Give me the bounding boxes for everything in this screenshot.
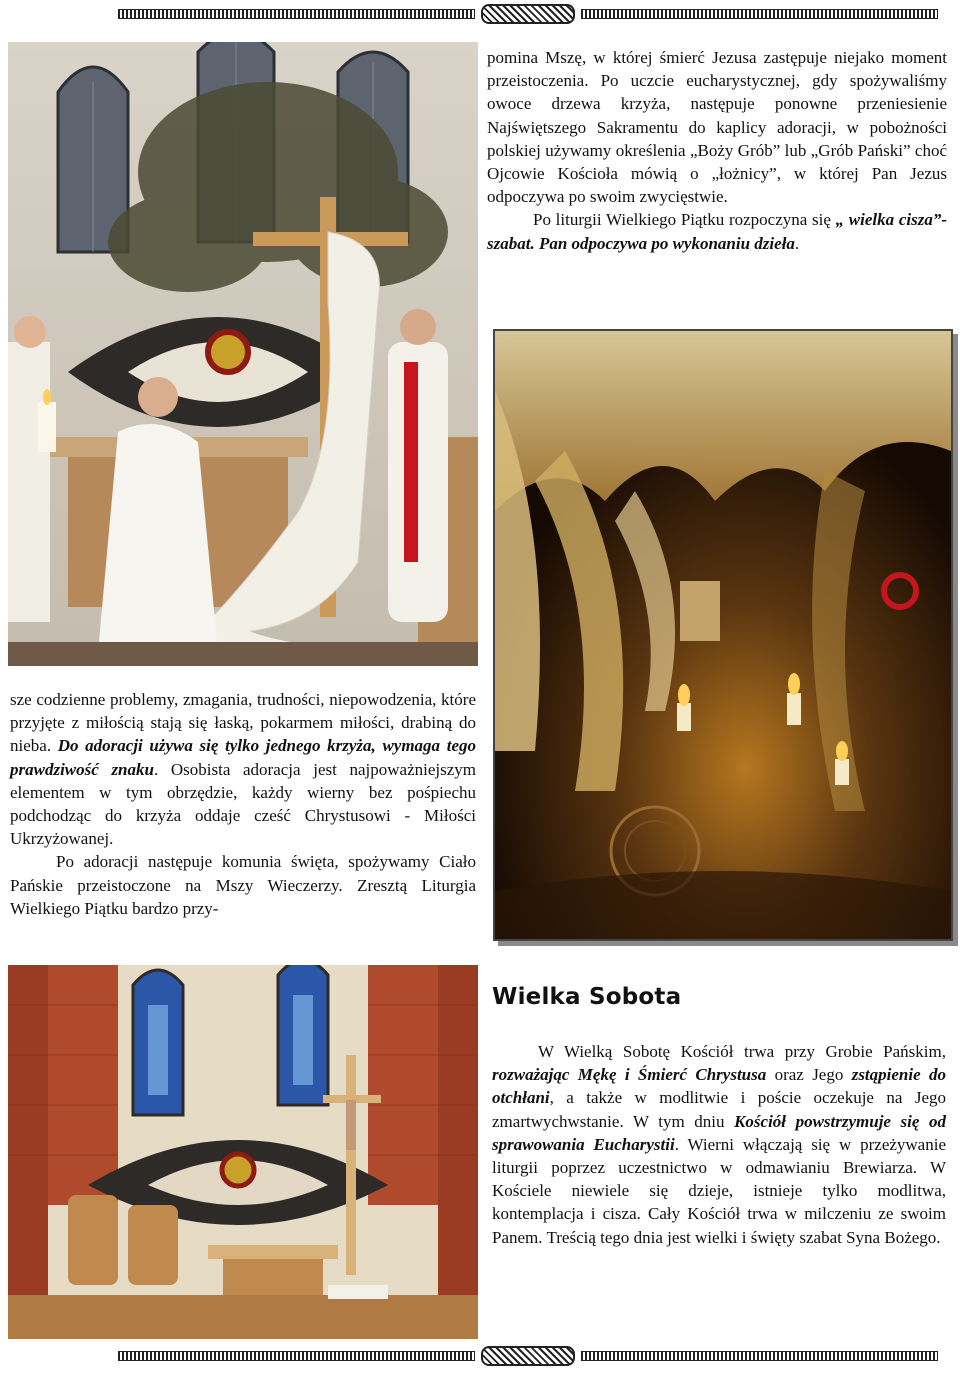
paragraph-adoration [10, 688, 476, 850]
bottom-ornament-border [118, 1348, 938, 1364]
great-silence-end: . [794, 233, 800, 253]
text-block-holy-saturday [492, 1040, 946, 1249]
text-block-middle-left [10, 688, 476, 920]
paragraph-communion: Po adoracji następuje komunia święta, spożywamy Ciało Pańskie przeistoczone na Mszy Wieczerzy. Zresztą Liturgia Wielkiego Piątku bardzo przy- [10, 852, 476, 918]
saturday-emphasis-1: rozważając Mękę i Śmierć Chrystusa [492, 1065, 767, 1085]
saturday-text-4: . Wierni włączają się w przeżywanie liturgii poprzez uczestnictwo w odmawianiu Brewiarza. W Kościele niewiele się dzieje, istnieje tylko modlitwa, kontemplacja i cisza. Cały Kościół trwa w milczeniu ze swoim Panem. Treścią tego dnia jest wielki i święty szabat Syna Bożego. [492, 1134, 946, 1247]
paragraph-holy-saturday [492, 1040, 946, 1249]
saturday-text-3: , a także w modlitwie i poście oczekuje na Jego zmartwychwstanie. W tym dniu [492, 1088, 946, 1131]
saturday-text-1: W Wielką Sobotę Kościół trwa przy Grobie Pańskim, [538, 1042, 946, 1061]
adoration-emphasis: Do adoracji używa się tylko jednego krzyża, wymaga tego prawdziwość znaku [10, 736, 476, 779]
adoration-rest: . Osobista adoracja jest najpoważniejszym elementem w tym obrzędzie, każdy wierny bez pośpiechu podchodząc do krzyża oddaje cześć Chrystusowi - Miłości Ukrzyżowanej. [10, 759, 476, 849]
paragraph-eucharist: pomina Mszę, w której śmierć Jezusa zastępuje niejako moment przeistoczenia. Po uczcie eucharystycznej, gdy spożywaliśmy owoce drzewa krzyża, następuje ponowne przeniesienie Najświętszego Sakramentu do kaplicy adoracji, w pobożności polskiej używamy określenia „Boży Grób” lub „Grób Pański” choć Ojcowie Kościoła mówią o „łożnicy”, w której Pan Jezus odpoczywa po swoim zwycięstwie. [487, 48, 947, 207]
saturday-emphasis-2: zstąpienie do otchłani [492, 1065, 946, 1108]
saturday-text-2: oraz Jego [766, 1065, 852, 1085]
knot-ornament-icon [481, 4, 575, 24]
photo-holy-tomb [493, 329, 953, 941]
text-block-top-right [487, 46, 947, 255]
saturday-emphasis-3: Kościół powstrzymuje się od sprawowania Eucharystii [492, 1111, 946, 1154]
paragraph-great-silence [487, 208, 947, 254]
great-silence-text: Po liturgii Wielkiego Piątku rozpoczyna się [533, 210, 836, 230]
top-ornament-border [118, 6, 938, 22]
adoration-text: sze codzienne problemy, zmagania, trudności, niepowodzenia, które przyjęte z miłością stają się łaską, pokarmem miłości, drabiną do nieba. [10, 690, 476, 756]
great-silence-emphasis: „ wielka cisza”- szabat. Pan odpoczywa po wykonaniu dzieła [487, 210, 947, 253]
section-heading-wielka-sobota: Wielka Sobota [492, 984, 682, 1010]
knot-ornament-icon [481, 1346, 575, 1366]
photo-church-altar [8, 965, 478, 1339]
photo-unveiling-cross [8, 42, 478, 666]
